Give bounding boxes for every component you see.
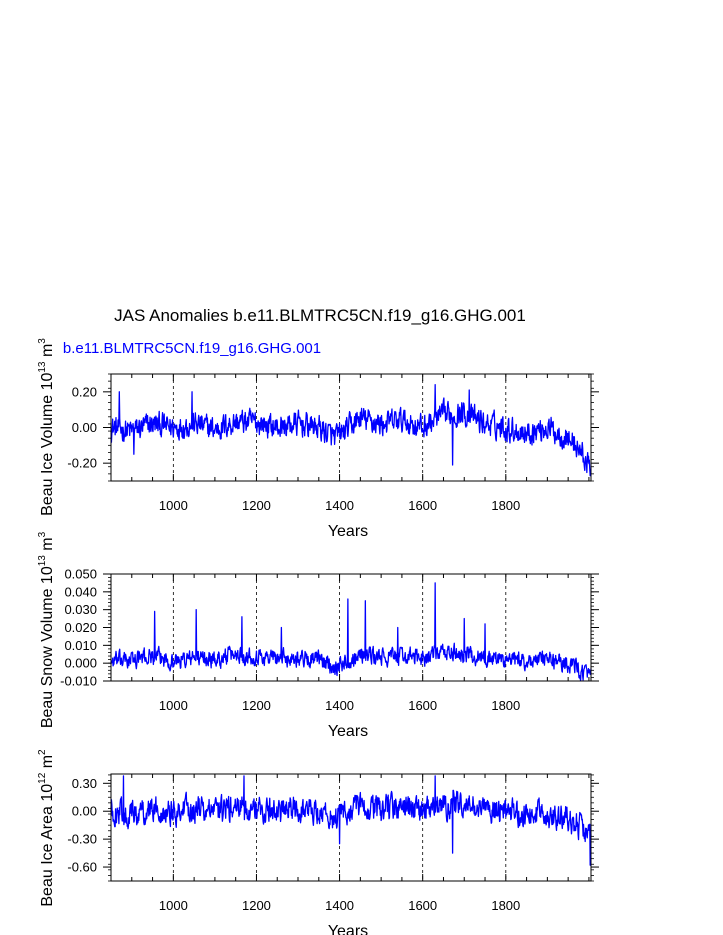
y-axis-label-unit: m [39, 537, 56, 556]
x-tick-label: 1800 [491, 498, 521, 513]
y-tick-label: -0.010 [60, 673, 97, 689]
y-tick-label: 0.20 [71, 384, 97, 400]
chart-title: JAS Anomalies b.e11.BLMTRC5CN.f19_g16.GHG.001 [114, 306, 526, 325]
y-axis-label-exp: 12 [37, 772, 48, 784]
panel-ice-area [37, 749, 599, 935]
x-axis-label: Years [327, 523, 369, 540]
y-axis-label-text: Beau Ice Area 10 [39, 783, 56, 907]
x-tick-label: 1000 [158, 498, 188, 513]
x-tick-label: 1600 [408, 498, 438, 513]
y-axis-label-unit-exp: 2 [37, 749, 48, 755]
x-tick-label: 1400 [325, 898, 355, 913]
x-tick-label: 1000 [158, 898, 188, 913]
y-axis-label-unit-exp: 3 [37, 531, 48, 538]
y-tick-label: 0.010 [64, 637, 97, 653]
y-tick-label: 0.30 [71, 775, 97, 791]
y-axis-label-unit: m [39, 343, 56, 362]
y-tick-label: 0.00 [71, 420, 97, 435]
x-tick-label: 1200 [241, 898, 271, 913]
y-axis-label-exp: 13 [37, 361, 48, 373]
x-axis-label: Years [327, 923, 369, 935]
panel-ice-volume [37, 338, 599, 540]
y-tick-label: 0.040 [64, 584, 97, 600]
series-line [111, 583, 591, 681]
series-line [111, 776, 591, 865]
y-axis-label [37, 531, 56, 728]
y-axis-label-text: Beau Ice Volume 10 [39, 372, 56, 516]
y-tick-label: 0.030 [64, 602, 97, 618]
x-tick-label: 1600 [408, 698, 438, 713]
y-axis-label [37, 338, 56, 516]
y-axis-label-exp: 13 [37, 555, 48, 567]
x-tick-label: 1200 [241, 698, 271, 713]
y-tick-label: 0.020 [64, 620, 97, 635]
x-tick-label: 1400 [325, 498, 355, 513]
plot-frame [111, 774, 591, 881]
x-tick-label: 1600 [408, 898, 438, 913]
x-axis-label: Years [327, 723, 369, 740]
x-tick-label: 1200 [241, 498, 271, 513]
y-axis-label-unit-exp: 3 [37, 338, 48, 344]
legend-label: b.e11.BLMTRC5CN.f19_g16.GHG.001 [62, 340, 322, 357]
series-line [111, 385, 591, 476]
y-tick-label: 0.050 [64, 566, 97, 582]
y-tick-label: -0.30 [67, 831, 97, 847]
y-tick-label: -0.60 [67, 859, 97, 875]
panels [37, 338, 599, 935]
x-tick-label: 1400 [325, 698, 355, 713]
y-tick-label: -0.20 [67, 455, 97, 471]
panel-snow-volume [37, 531, 599, 740]
x-tick-label: 1000 [158, 698, 188, 713]
y-tick-label: 0.00 [71, 803, 97, 819]
x-tick-label: 1800 [491, 698, 521, 713]
y-axis-label-unit: m [39, 754, 56, 773]
y-axis-label-text: Beau Snow Volume 10 [39, 566, 56, 729]
x-tick-label: 1800 [491, 898, 521, 913]
y-axis-label [37, 749, 56, 907]
y-tick-label: 0.000 [64, 655, 97, 671]
